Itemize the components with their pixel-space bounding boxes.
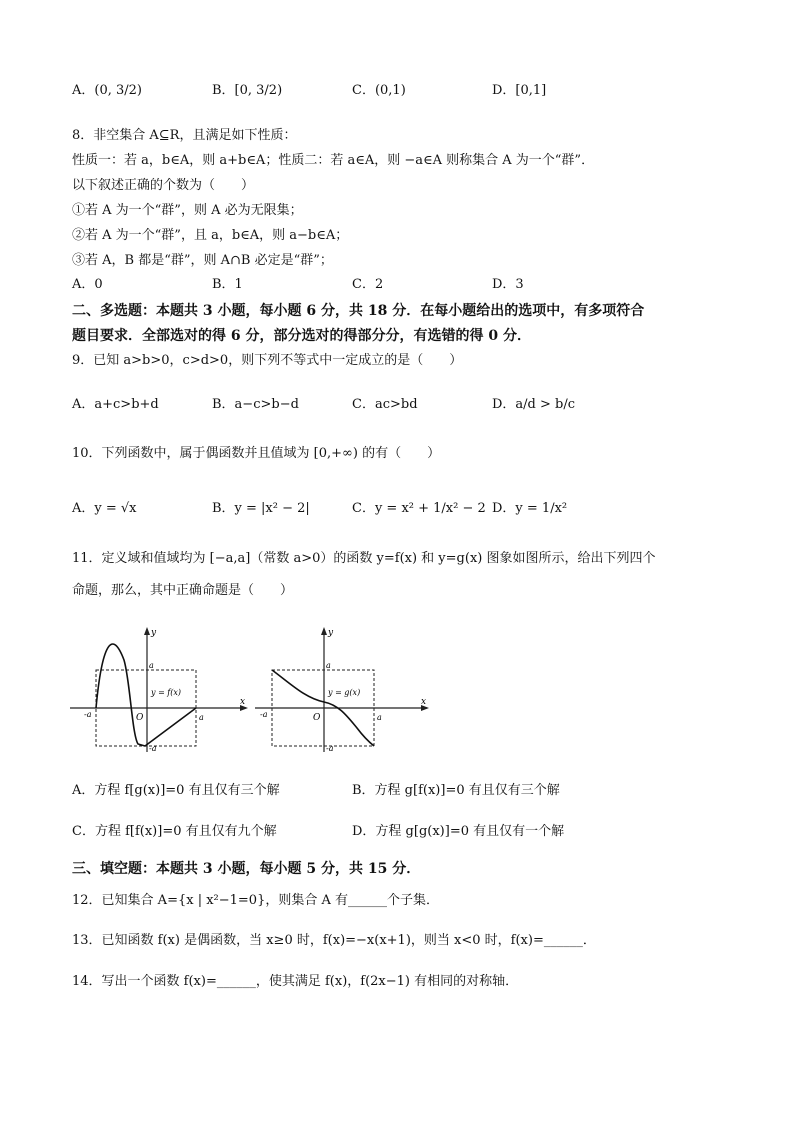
q10-option-b: B．y = |x² − 2|: [212, 501, 310, 516]
graph-f-a-right-label: a: [199, 713, 204, 722]
q8-option-b: B．1: [212, 277, 243, 292]
q9-option-d: D．a/d > b/c: [492, 397, 576, 412]
q10-option-c: C．y = x² + 1/x² − 2: [352, 501, 486, 516]
graph-f-y-label: y: [151, 628, 157, 638]
q9-options: [72, 392, 732, 418]
graph-g: [253, 624, 437, 754]
graph-g-a-top-label: a: [326, 661, 331, 670]
q11-option-a: A．方程 f[g(x)]=0 有且仅有三个解: [72, 783, 280, 798]
q7-option-a: A．(0, 3/2): [72, 83, 142, 98]
q11-option-c: C．方程 f[f(x)]=0 有且仅有九个解: [72, 824, 277, 839]
q10-options: [72, 496, 732, 522]
graph-f-minus-a-bottom-label: -a: [149, 744, 157, 753]
q11-option-d: D．方程 g[g(x)]=0 有且仅有一个解: [352, 824, 565, 839]
q10-option-a: A．y = √x: [72, 501, 137, 516]
q8-properties: 性质一：若 a，b∈A，则 a+b∈A；性质二：若 a∈A，则 −a∈A 则称集合 A 为一个“群”．: [72, 153, 595, 168]
q10-option-d: D．y = 1/x²: [492, 501, 568, 516]
graph-g-y-arrow-icon: [321, 627, 327, 635]
q7-option-d: D．[0,1]: [492, 83, 547, 98]
graph-f-minus-a-left-label: -a: [84, 710, 92, 719]
q11-stem-line1: 11．定义域和值域均为 [−a,a]（常数 a>0）的函数 y=f(x) 和 y=g(x) 图象如图所示，给出下列四个: [72, 551, 656, 566]
q14-stem: 14．写出一个函数 f(x)=______，使其满足 f(x)，f(2x−1) 有相同的对称轴．: [72, 974, 519, 989]
q8-option-d: D．3: [492, 277, 524, 292]
q8-statement-1: ①若 A 为一个“群”，则 A 必为无限集；: [72, 203, 303, 218]
q7-option-b: B．[0, 3/2): [212, 83, 283, 98]
section3-heading: 三、填空题：本题共 3 小题，每小题 5 分，共 15 分．: [72, 861, 421, 877]
q13-stem: 13．已知函数 f(x) 是偶函数，当 x≥0 时，f(x)=−x(x+1)，则当 x<0 时，f(x)=______．: [72, 933, 596, 948]
q8-statement-3: ③若 A，B 都是“群”，则 A∩B 必定是“群”；: [72, 253, 333, 268]
q11-option-b: B．方程 g[f(x)]=0 有且仅有三个解: [352, 783, 560, 798]
graph-g-origin-label: O: [313, 713, 321, 723]
q9-option-c: C．ac>bd: [352, 397, 418, 412]
graph-g-x-label: x: [421, 697, 427, 707]
q8-question: 以下叙述正确的个数为（ ）: [72, 178, 255, 193]
q12-stem: 12．已知集合 A={x | x²−1=0}，则集合 A 有______个子集．: [72, 893, 439, 908]
q11-options-row2: [72, 819, 732, 845]
graph-f-curve-label: y = f(x): [151, 688, 182, 697]
q7-options: [72, 78, 732, 104]
graph-f-a-top-label: a: [149, 661, 154, 670]
q8-option-c: C．2: [352, 277, 384, 292]
q9-option-a: A．a+c>b+d: [72, 397, 159, 412]
graph-f-origin-label: O: [136, 713, 144, 723]
graph-g-minus-a-bottom-label: -a: [326, 744, 334, 753]
graph-g-curve-label: y = g(x): [328, 688, 361, 697]
q8-options: [72, 272, 732, 298]
section2-heading-line2: 题目要求．全部选对的得 6 分，部分选对的得部分分，有选错的得 0 分．: [72, 328, 531, 344]
graph-g-minus-a-left-label: -a: [260, 710, 268, 719]
q8-statement-2: ②若 A 为一个“群”，且 a，b∈A，则 a−b∈A；: [72, 228, 349, 243]
q10-stem: 10．下列函数中，属于偶函数并且值域为 [0,+∞) 的有（ ）: [72, 446, 441, 461]
q8-option-a: A．0: [72, 277, 103, 292]
graph-g-a-right-label: a: [377, 713, 382, 722]
q9-stem: 9．已知 a>b>0，c>d>0，则下列不等式中一定成立的是（ ）: [72, 353, 463, 368]
q7-option-c: C．(0,1): [352, 83, 406, 98]
graph-f-y-arrow-icon: [144, 627, 150, 635]
q9-option-b: B．a−c>b−d: [212, 397, 299, 412]
section2-heading-line1: 二、多选题：本题共 3 小题，每小题 6 分，共 18 分．在每小题给出的选项中，有多项符合: [72, 303, 645, 319]
q11-options-row1: [72, 778, 732, 804]
graph-f-x-label: x: [240, 697, 246, 707]
graph-g-y-label: y: [328, 628, 334, 638]
q11-stem-line2: 命题，那么，其中正确命题是（ ）: [72, 583, 294, 598]
q8-stem: 8．非空集合 A⊆R，且满足如下性质：: [72, 128, 297, 143]
graph-f: [68, 624, 252, 754]
